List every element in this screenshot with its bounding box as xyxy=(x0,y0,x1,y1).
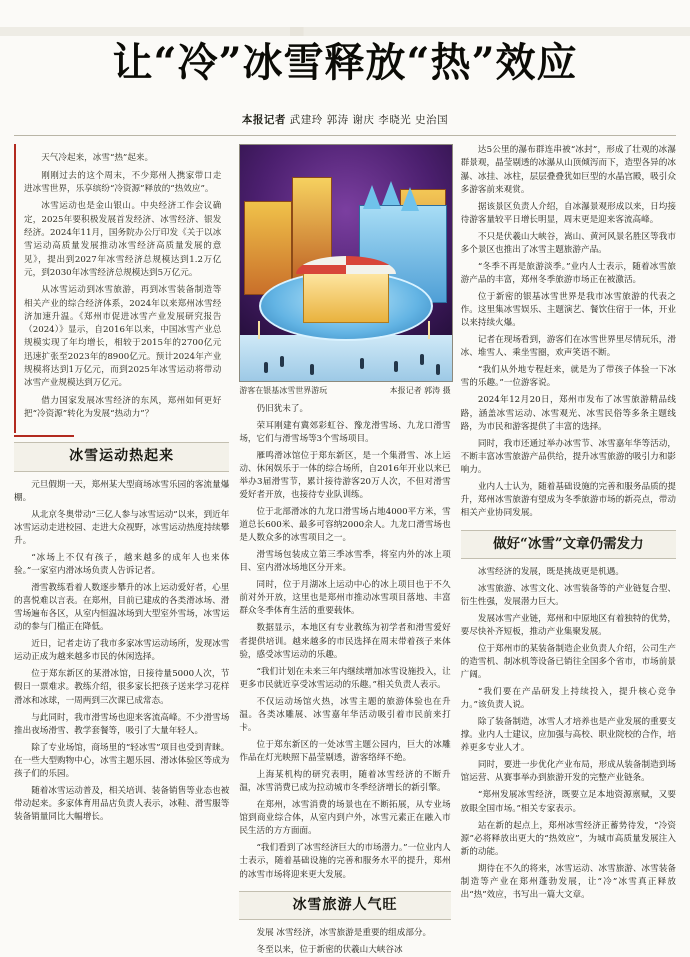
body-para: 与此同时，我市滑雪场也迎来客流高峰。不少滑雪场推出夜场滑雪、教学套餐等，吸引了大量年轻人。 xyxy=(14,712,230,736)
body-para: 发展 冰雪经济，冰雪旅游是重要的组成部分。 xyxy=(256,927,432,938)
body-para: 从北京冬奥带动“三亿人参与冰雪运动”以来，到近年冰雪运动走进校园、走进大众视野，冰雪运动热度持续攀升。 xyxy=(14,509,230,546)
body-para: 滑雪教练看着人数逐步攀升的冰上运动爱好者，心里的喜悦难以言表。在郑州，目前已建成的各类滑冰场、滑雪场遍布各区，从室内恒温冰场到大型室外雪场，冰雪运动的参与门槛正在降低。 xyxy=(14,583,230,633)
photo-castle-spire xyxy=(401,187,419,211)
body-para: 同时，要进一步优化产业布局，形成从装备制造到场馆运营、从赛事举办到旅游开发的完整产业链条。 xyxy=(460,760,676,784)
body-para: 据该景区负责人介绍，自冰瀑景观形成以来，日均接待游客量较平日增长明显，周末更是迎来客流高峰。 xyxy=(460,201,676,225)
body-para: 站在新的起点上，郑州冰雪经济正蓄势待发，“冷资源”必将释放出更大的“热效应”，为城市高质量发展注入新的动能。 xyxy=(460,820,676,857)
body-para: 记者在现场看到，游客们在冰雪世界里尽情玩乐，滑冰、堆雪人、乘坐雪圈，欢声笑语不断。 xyxy=(460,335,676,359)
lead-para: 借力国家发展冰雪经济的东风，郑州如何更好把“冷资源”转化为发展“热动力”？ xyxy=(24,395,222,420)
page-title: 让“冷”冰雪释放“热”效应 xyxy=(112,38,578,86)
body-para: 冰雪旅游、冰雪文化、冰雪装备等的产业链复合型、衍生性强，发展潜力巨大。 xyxy=(460,583,676,607)
body-para: 雁鸣滑冰馆位于郑东新区，是一个集滑雪、冰上运动、休闲娱乐于一体的综合场所，自2016年开业以来已举办3届滑雪节，累计接待游客20万人次，不但对滑雪爱好者开放，也接待专业队训练。 xyxy=(239,450,451,500)
article-columns xyxy=(14,144,676,955)
body-para: 不只是伏羲山大峡谷，嵩山、黄河风景名胜区等我市多个景区也推出了冰雪主题旅游产品。 xyxy=(460,231,676,255)
photo-visitor xyxy=(310,364,314,375)
byline xyxy=(14,112,676,127)
body-para: “郑州发展冰雪经济，既要立足本地资源禀赋，又要放眼全国市场。”相关专家表示。 xyxy=(460,790,676,814)
body-para: 除了专业场馆，商场里的“轻冰雪”项目也受到青睐。在一些大型购物中心，冰雪主题乐园、滑冰体验区等成为孩子们的乐园。 xyxy=(14,742,230,779)
body-para: 不仅运动场馆火热，冰雪主题的旅游体验也在升温。各类冰雕展、冰雪嘉年华活动吸引着市民前来打卡。 xyxy=(239,696,451,733)
column-left xyxy=(14,144,230,823)
body-para: 位于郑东新区的某滑冰馆，日接待量5000人次，节假日一票难求。教练介绍，很多家长把孩子送来学习花样滑冰和冰球，一周两到三次课已成常态。 xyxy=(14,669,230,706)
body-para: 位于郑东新区的一处冰雪主题公园内，巨大的冰雕作品在灯光映照下晶莹剔透，游客络绎不绝。 xyxy=(239,739,451,764)
lead-para: 从冰雪运动到冰雪旅游，再到冰雪装备制造等相关产业的综合经济体系，2024年以来郑州冰雪经济加速升温。《郑州市促进冰雪产业发展研究报告（2024）》显示，自2016年以来，中国冰雪产业总规模实现了年均增长，相较于2015年的2700亿元迅速扩张至2023年的8900亿元。预计2024年产业规模将达到1万亿元，而到2025年冰雪运动将带动冰雪产业规模达到万亿元。 xyxy=(24,285,222,389)
body-para: 位于新密的银基冰雪世界是我市冰雪旅游的代表之作。这里集冰雪娱乐、主题演艺、餐饮住宿于一体，开业以来持续火爆。 xyxy=(460,292,676,329)
body-para: 同时，我市还通过举办冰雪节、冰雪嘉年华等活动，不断丰富冰雪旅游产品供给，提升冰雪旅游的吸引力和影响力。 xyxy=(460,438,676,475)
body-para: “冬季不再是旅游淡季。”业内人士表示，随着冰雪旅游产品的丰富，郑州冬季旅游市场正在被激活。 xyxy=(460,261,676,285)
photo-castle-spire xyxy=(363,185,381,209)
column-middle xyxy=(239,144,451,955)
body-para: “我们从外地专程赶来，就是为了带孩子体验一下冰雪的乐趣。”一位游客说。 xyxy=(460,365,676,389)
column-right xyxy=(460,144,676,900)
body-para: “我们看到了冰雪经济巨大的市场潜力。”一位业内人士表示，随着基础设施的完善和服务水平的提升，郑州的冰雪市场将迎来更大发展。 xyxy=(239,843,451,880)
newspaper-page xyxy=(0,27,690,955)
body-para: 数据显示，本地区有专业教练为初学者和滑雪爱好者提供培训。越来越多的市民选择在周末带着孩子来体验，感受冰雪运动的乐趣。 xyxy=(239,623,451,660)
lead-paragraph-box xyxy=(14,144,229,433)
body-para: 仍旧犹未了。 xyxy=(256,403,309,414)
body-para: “冰场上不仅有孩子，越来越多的成年人也来体验。”一家室内滑冰场负责人告诉记者。 xyxy=(14,552,230,576)
photo-visitor xyxy=(420,354,424,365)
body-para: “我们计划在未来三年内继续增加冰雪设施投入，让更多市民就近享受冰雪运动的乐趣。”相关负责人表示。 xyxy=(239,666,451,690)
body-para: 在郑州，冰雪消费的场景也在不断拓展，从专业场馆到商业综合体，从室内到户外，冰雪元素正在融入市民生活的方方面面。 xyxy=(239,800,451,837)
photo-caption: 游客在银基冰雪世界游玩 xyxy=(239,386,328,396)
article-photo xyxy=(239,144,452,382)
body-para: 位于北部滑冰的九龙口滑雪场占地4000平方米，雪道总长600米、最多可容纳2000余人。九龙口滑雪场也是人数众多的冰雪项目之一。 xyxy=(239,506,451,544)
body-para: 元旦假期一天，郑州某大型商场冰雪乐园的客流量爆棚。 xyxy=(14,479,230,503)
body-para: “我们要在产品研发上持续投入，提升核心竞争力。”该负责人说。 xyxy=(460,687,676,711)
body-para: 业内人士认为，随着基础设施的完善和服务品质的提升，郑州冰雪旅游有望成为冬季旅游市场的新亮点，带动相关产业协同发展。 xyxy=(460,481,676,518)
byline-names: 武建玲 郭涛 谢庆 李晓光 史治国 xyxy=(289,114,449,127)
body-para: 位于郑州市的某装备制造企业负责人介绍，公司生产的造雪机、制冰机等设备已销往全国多个省市，市场前景广阔。 xyxy=(460,643,676,680)
body-para: 冰雪经济的发展，既是挑战更是机遇。 xyxy=(477,566,624,577)
photo-visitor xyxy=(264,362,268,373)
lead-para: 冰雪运动也是金山银山。中央经济工作会议确定，2025年要积极发展首发经济、冰雪经济、银发经济。2024年11月，国务院办公厅印发《关于以冰雪运动高质量发展推动冰雪经济高质量发展的意见》，提出到2027年冰雪经济总规模达到1.2万亿元，到2030年冰雪经济总规模达到5万亿元。 xyxy=(24,201,222,278)
section-heading-industry: 做好“冰雪”文章仍需发力 xyxy=(461,530,676,559)
photo-visitor xyxy=(280,356,284,367)
body-para: 滑雪场包装成立第三季冰雪季，将室内外的冰上项目、室内滑冰场地区分开来。 xyxy=(239,550,451,574)
lead-para: 天气冷起来，冰雪“热”起来。 xyxy=(41,153,154,164)
photo-castle-spire xyxy=(382,181,400,205)
body-para: 发展冰雪产业链，郑州和中原地区有着独特的优势，要尽快补齐短板，推动产业集聚发展。 xyxy=(460,613,676,637)
body-para: 达5公里的瀑布群连串被“冰封”，形成了壮观的冰瀑群景观，晶莹剔透的冰瀑从山顶倾泻而下，造型各异的冰瀑、冰挂、冰柱，层层叠叠犹如巨型的水晶宫殿，吸引众多游客前来观赏。 xyxy=(460,145,676,195)
byline-tag: 本报记者 xyxy=(241,114,286,127)
body-para: 近日，记者走访了我市多家冰雪运动场所，发现冰雪运动正成为越来越多市民的休闲选择。 xyxy=(14,639,230,663)
body-para: 同时，位于月湖冰上运动中心的冰上项目也于不久前对外开放，这里也是郑州市推动冰雪项目落地、丰富群众冬季体育生活的重要载体。 xyxy=(239,580,451,617)
body-para: 上海某机构的研究表明，随着冰雪经济的不断升温，冰雪消费已成为拉动城市冬季经济增长的新引擎。 xyxy=(239,770,451,794)
top-decorative-rule xyxy=(0,27,690,36)
photo-visitor xyxy=(436,364,440,375)
photo-carousel xyxy=(303,269,389,323)
section-heading-sports: 冰雪运动热起来 xyxy=(14,442,229,471)
body-para: 2024年12月20日，郑州市发布了冰雪旅游精品线路，涵盖冰雪运动、冰雪观光、冰雪民俗等多条主题线路，为市民和游客提供了丰富的选择。 xyxy=(460,395,676,432)
lead-para: 刚刚过去的这个周末，不少郑州人携家带口走进冰雪世界，乐享缤纷“冷资源”释放的“热效应”。 xyxy=(24,170,222,195)
body-para: 除了装备制造，冰雪人才培养也是产业发展的重要支撑。业内人士建议，应加强与高校、职业院校的合作，培养更多专业人才。 xyxy=(460,717,676,754)
photo-visitor xyxy=(360,358,364,369)
body-para: 随着冰雪运动普及，相关培训、装备销售等业态也被带动起来。多家体育用品店负责人表示，冰鞋、滑雪服等装备销量同比大幅增长。 xyxy=(14,785,230,823)
body-para: 期待在不久的将来，冰雪运动、冰雪旅游、冰雪装备制造等产业在郑州蓬勃发展，让“冷”冰雪真正释放出“热”效应，书写出一篇大文章。 xyxy=(460,863,676,900)
photo-block xyxy=(239,144,450,397)
body-para: 荣耳刚建有冀郊彩虹谷、豫龙滑雪场、九龙口滑雪场，它们与滑雪场等3个雪场项目。 xyxy=(239,420,451,444)
body-para: 冬至以来，位于新密的伏羲山大峡谷冰 xyxy=(256,944,403,955)
photo-visitor xyxy=(394,361,398,372)
header-divider xyxy=(14,135,676,136)
photo-lamp xyxy=(428,321,430,339)
photo-caption-row xyxy=(239,382,450,397)
section-heading-tourism: 冰雪旅游人气旺 xyxy=(239,891,450,920)
photo-credit: 本报记者 郭涛 摄 xyxy=(389,386,451,396)
photo-lamp xyxy=(258,321,260,339)
